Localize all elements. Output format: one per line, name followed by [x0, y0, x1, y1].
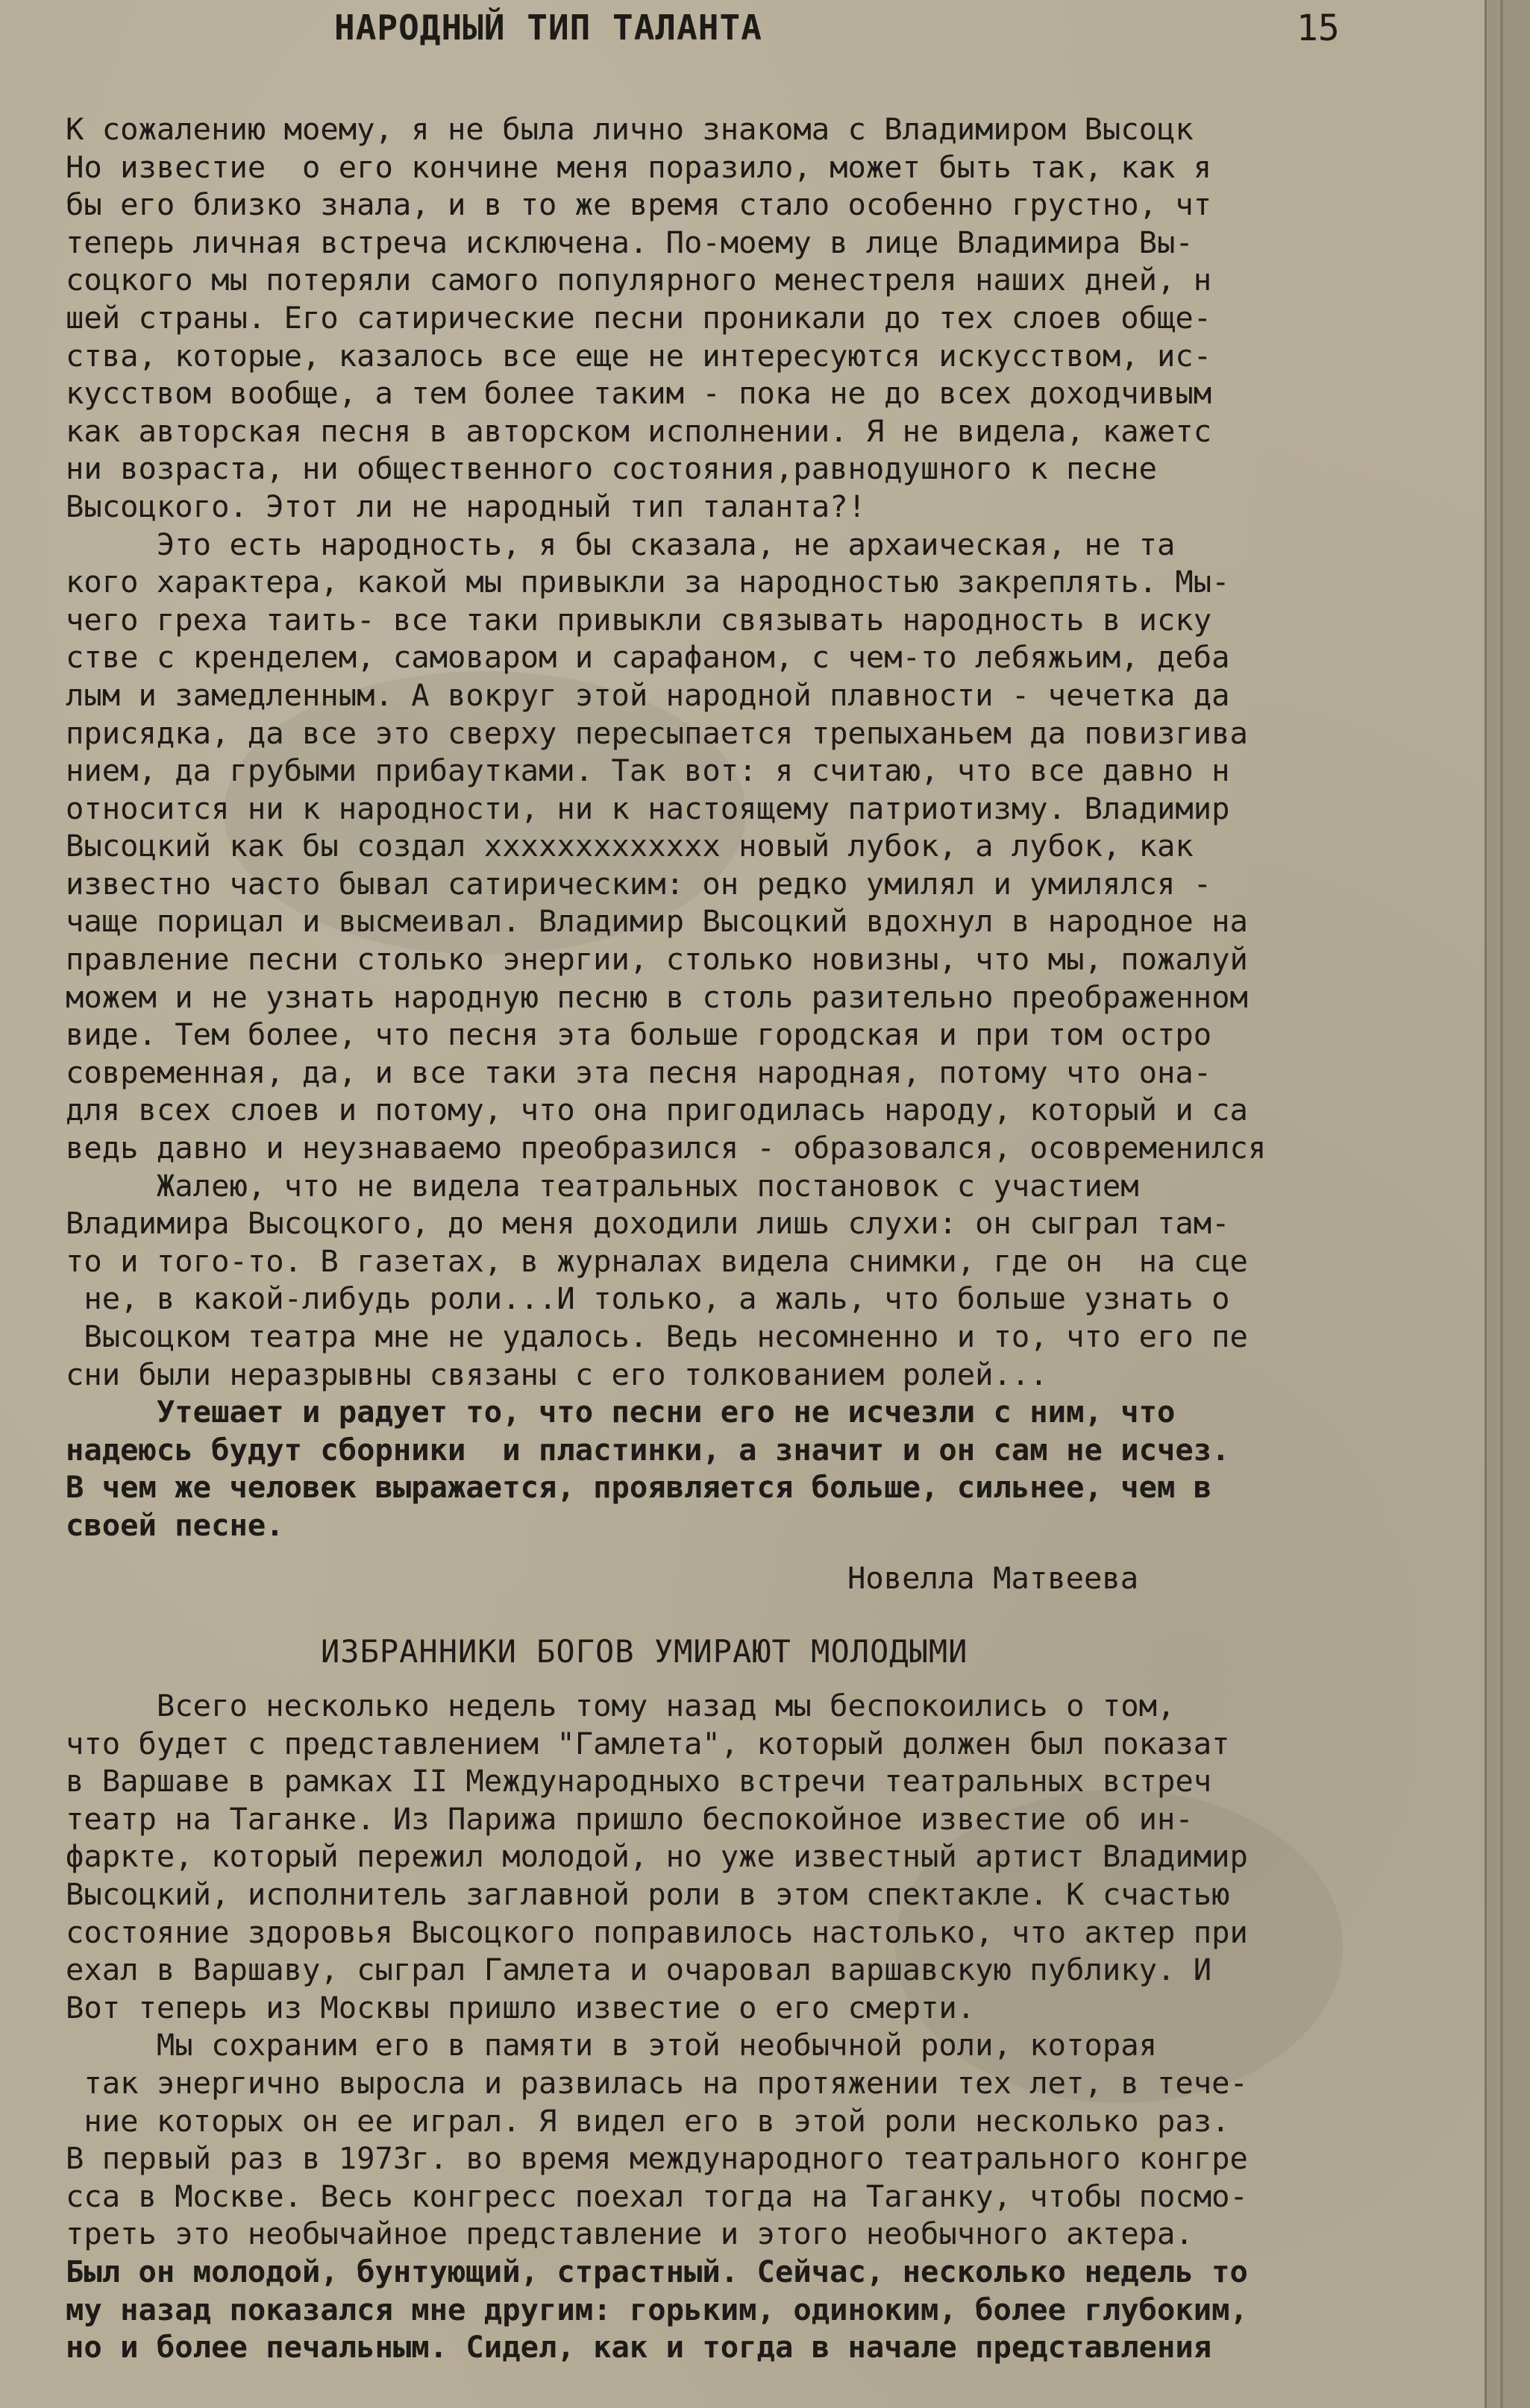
text-line: Но известие о его кончине меня поразило, может быть так, как я — [66, 148, 1212, 185]
article-1-body — [66, 110, 1266, 1544]
text-line: ства, которые, казалось все еще не интересуются искусством, ис- — [66, 337, 1212, 374]
page-header — [0, 7, 1484, 52]
text-line: ехал в Варшаву, сыграл Гамлета и очаровал варшавскую публику. И — [66, 1952, 1212, 1988]
text-line: лым и замедленным. А вокруг этой народной плавности - чечетка да — [66, 676, 1230, 713]
text-line: Мы сохраним его в памяти в этой необычной роли, которая — [66, 2027, 1157, 2063]
author-signature: Новелла Матвеева — [847, 1560, 1139, 1596]
text-line: В чем же человек выражается, проявляется больше, сильнее, чем в — [66, 1469, 1212, 1506]
text-line: ни возраста, ни общественного состояния,равнодушного к песне — [66, 450, 1157, 487]
text-line: правление песни столько энергии, столько новизны, что мы, пожалуй — [66, 941, 1248, 978]
text-line: Высоцкий как бы создал xxxxxxxxxxxxx новый лубок, а лубок, как — [66, 828, 1194, 864]
text-line: ние которых он ее играл. Я видел его в этой роли несколько раз. — [66, 2102, 1230, 2139]
text-line: К сожалению моему, я не была лично знакома с Владимиром Высоцк — [66, 111, 1194, 147]
text-line: театр на Таганке. Из Парижа пришло беспокойное известие об ин- — [66, 1800, 1194, 1837]
text-line: му назад показался мне другим: горьким, одиноким, более глубоким, — [66, 2291, 1248, 2327]
text-line: треть это необычайное представление и этого необычного актера. — [66, 2216, 1194, 2252]
text-line: Всего несколько недель тому назад мы беспокоились о том, — [66, 1688, 1176, 1723]
text-line: Вот теперь из Москвы пришло известие о его смерти. — [66, 1989, 976, 2025]
text-line: что будет с представлением "Гамлета", который должен был показат — [66, 1725, 1230, 1761]
text-line: Владимира Высоцкого, до меня доходили лишь слухи: он сыграл там- — [66, 1205, 1230, 1242]
text-line: соцкого мы потеряли самого популярного менестреля наших дней, н — [66, 262, 1212, 298]
text-line: Высоцкий, исполнитель заглавной роли в этом спектакле. К счастью — [66, 1876, 1230, 1912]
page-fold — [1500, 0, 1503, 2408]
text-line: надеюсь будут сборники и пластинки, а значит и он сам не исчез. — [66, 1431, 1230, 1468]
page-number: 15 — [1297, 7, 1340, 49]
text-line: можем и не узнать народную песню в столь разительно преображенном — [66, 978, 1248, 1015]
text-line: для всех слоев и потому, что она пригодилась народу, который и са — [66, 1092, 1248, 1128]
text-line: стве с кренделем, самоваром и сарафаном, с чем-то лебяжьим, деба — [66, 639, 1230, 676]
text-line: виде. Тем более, что песня эта больше городская и при том остро — [66, 1016, 1212, 1053]
text-line: состояние здоровья Высоцкого поправилось настолько, что актер при — [66, 1914, 1248, 1950]
text-line: но и более печальным. Сидел, как и тогда в начале представления — [66, 2329, 1212, 2365]
text-line: чего греха таить- все таки привыкли связывать народность в иску — [66, 601, 1212, 638]
text-line: в Варшаве в рамках II Международныхо встречи театральных встреч — [66, 1763, 1212, 1799]
text-line: кого характера, какой мы привыкли за народностью закреплять. Мы- — [66, 564, 1230, 600]
text-line: то и того-то. В газетах, в журналах видела снимки, где он на сце — [66, 1242, 1248, 1279]
text-line: присядка, да все это сверху пересыпается трепыханьем да повизгива — [66, 714, 1248, 751]
text-line: Жалею, что не видела театральных постановок с участием — [66, 1167, 1139, 1204]
text-line: кусством вообще, а тем более таким - пока не до всех доходчивым — [66, 375, 1212, 412]
text-line: чаще порицал и высмеивал. Владимир Высоцкий вдохнул в народное на — [66, 903, 1248, 940]
text-line: не, в какой-либудь роли...И только, а жаль, что больше узнать о — [66, 1280, 1230, 1317]
text-line: нием, да грубыми прибаутками. Так вот: я считаю, что все давно н — [66, 752, 1230, 789]
text-line: сни были неразрывны связаны с его толкованием ролей... — [66, 1356, 1048, 1392]
text-line: Это есть народность, я бы сказала, не архаическая, не та — [66, 526, 1176, 562]
text-line: современная, да, и все таки эта песня народная, потому что она- — [66, 1054, 1212, 1090]
text-line: Был он молодой, бунтующий, страстный. Сейчас, несколько недель то — [66, 2253, 1248, 2289]
text-line: шей страны. Его сатирические песни проникали до тех слоев обще- — [66, 299, 1212, 336]
text-line: Утешает и радует то, что песни его не исчезли с ним, что — [66, 1394, 1176, 1430]
text-line: относится ни к народности, ни к настоящему патриотизму. Владимир — [66, 790, 1230, 826]
text-line: ведь давно и неузнаваемо преобразился - образовался, осовременился — [66, 1130, 1267, 1166]
text-line: В первый раз в 1973г. во время международного театрального конгре — [66, 2140, 1248, 2177]
text-line: сса в Москве. Весь конгресс поехал тогда на Таганку, чтобы посмо- — [66, 2178, 1248, 2214]
text-line: как авторская песня в авторском исполнении. Я не видела, кажетс — [66, 412, 1212, 449]
running-title: НАРОДНЫЙ ТИП ТАЛАНТА — [334, 7, 762, 48]
text-line: так энергично выросла и развилась на протяжении тех лет, в тече- — [66, 2064, 1248, 2101]
text-line: известно часто бывал сатирическим: он редко умилял и умилялся - — [66, 865, 1212, 902]
text-line: фаркте, который пережил молодой, но уже известный артист Владимир — [66, 1838, 1248, 1875]
article-2-body — [66, 1687, 1248, 2366]
text-line: теперь личная встреча исключена. По-моему в лице Владимира Вы- — [66, 224, 1194, 260]
text-line: своей песне. — [66, 1506, 284, 1543]
text-line: Высоцком театра мне не удалось. Ведь несомненно и то, что его пе — [66, 1318, 1248, 1354]
text-line: бы его близко знала, и в то же время стало особенно грустно, чт — [66, 186, 1212, 223]
adjacent-page-edge — [1484, 0, 1530, 2408]
text-line: Высоцкого. Этот ли не народный тип таланта?! — [66, 488, 866, 524]
article-2-title: ИЗБРАННИКИ БОГОВ УМИРАЮТ МОЛОДЫМИ — [321, 1633, 968, 1670]
